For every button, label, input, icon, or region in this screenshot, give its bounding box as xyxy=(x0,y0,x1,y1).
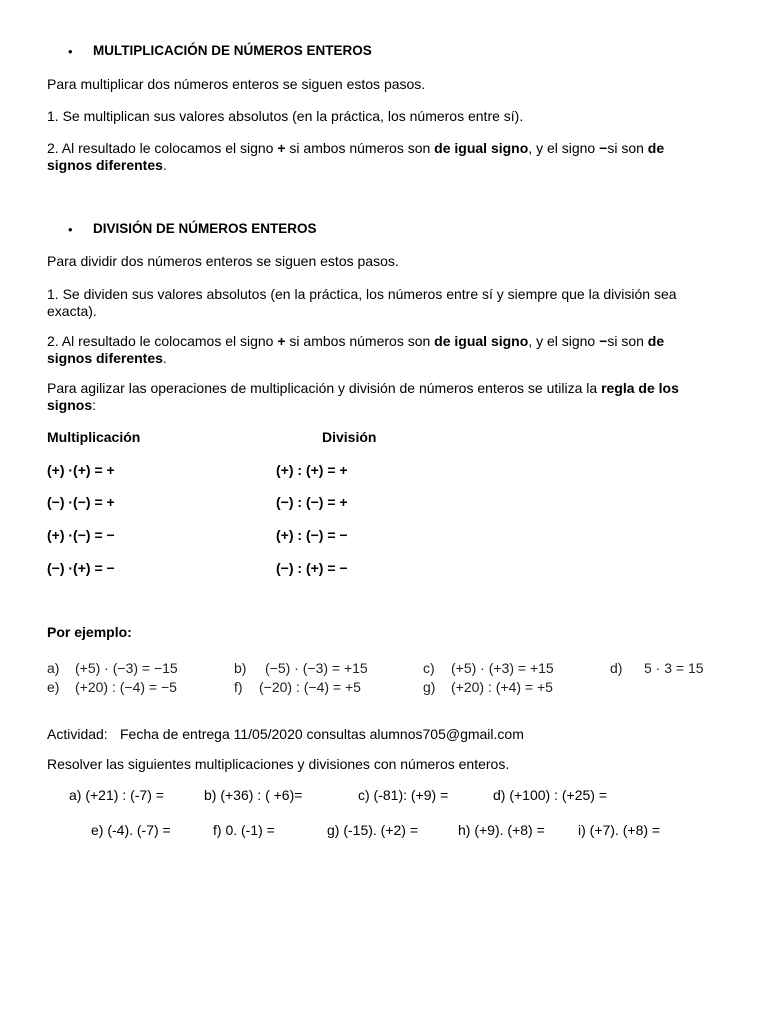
minus-sign: − xyxy=(599,140,608,156)
exercise-item: a) (+21) : (-7) = xyxy=(69,787,164,803)
example-expr: (+5) · (−3) = −15 xyxy=(75,660,178,676)
heading-multiplicacion: MULTIPLICACIÓN DE NÚMEROS ENTEROS xyxy=(93,43,372,58)
div-rule: (+) : (+) = + xyxy=(276,462,348,478)
example-expr: (+5) · (+3) = +15 xyxy=(451,660,554,676)
mult-step2-b: si ambos números son xyxy=(285,140,435,156)
exercise-item: c) (-81): (+9) = xyxy=(358,787,449,803)
mult-column-header: Multiplicación xyxy=(47,429,141,445)
div-step2-c: , y el signo xyxy=(528,333,600,349)
div-step2 xyxy=(47,333,707,367)
mult-intro: Para multiplicar dos números enteros se siguen estos pasos. xyxy=(47,76,426,92)
example-label: g) xyxy=(423,679,436,695)
exercise-item: h) (+9). (+8) = xyxy=(458,822,545,838)
mult-rule: (−) ·(−) = + xyxy=(47,494,115,510)
div-step1: 1. Se dividen sus valores absolutos (en la práctica, los números entre sí y siempre que la división sea exacta). xyxy=(47,286,677,319)
equal-sign-phrase: de igual signo xyxy=(434,333,529,349)
example-label: d) xyxy=(610,660,623,676)
exercise-item: b) (+36) : ( +6)= xyxy=(204,787,303,803)
mult-step2-d: si son xyxy=(607,140,648,156)
examples-heading: Por ejemplo: xyxy=(47,624,132,640)
mult-rule: (+) ·(−) = − xyxy=(47,527,115,543)
mult-step2-a: 2. Al resultado le colocamos el signo xyxy=(47,140,278,156)
example-expr: (+20) : (+4) = +5 xyxy=(451,679,553,695)
div-rule: (−) : (−) = + xyxy=(276,494,348,510)
exercise-item: e) (-4). (-7) = xyxy=(91,822,171,838)
mult-step2-c: , y el signo xyxy=(528,140,600,156)
minus-sign: − xyxy=(599,333,608,349)
example-label: c) xyxy=(423,660,435,676)
rule-paragraph xyxy=(47,380,697,414)
activity-instruction: Resolver las siguientes multiplicaciones y divisiones con números enteros. xyxy=(47,756,510,772)
heading-division: DIVISIÓN DE NÚMEROS ENTEROS xyxy=(93,221,317,236)
div-step2-e: . xyxy=(162,350,167,366)
mult-rule: (+) ·(+) = + xyxy=(47,462,115,478)
example-label: f) xyxy=(234,679,243,695)
bullet-icon: • xyxy=(68,44,73,59)
mult-rule: (−) ·(+) = − xyxy=(47,560,115,576)
rule-text-b: : xyxy=(92,397,97,413)
div-intro: Para dividir dos números enteros se siguen estos pasos. xyxy=(47,253,399,269)
diff-sign-phrase: de signos diferentes xyxy=(47,333,665,366)
mult-step1: 1. Se multiplican sus valores absolutos (en la práctica, los números entre sí). xyxy=(47,108,524,124)
exercise-item: i) (+7). (+8) = xyxy=(578,822,661,838)
example-expr: (+20) : (−4) = −5 xyxy=(75,679,177,695)
rule-text-a: Para agilizar las operaciones de multiplicación y división de números enteros se utiliza la xyxy=(47,380,602,396)
example-expr: (−20) : (−4) = +5 xyxy=(259,679,361,695)
mult-step2-e: . xyxy=(162,157,167,173)
diff-sign-phrase: de signos diferentes xyxy=(47,140,665,173)
div-rule: (+) : (−) = − xyxy=(276,527,348,543)
exercise-item: g) (-15). (+2) = xyxy=(327,822,419,838)
equal-sign-phrase: de igual signo xyxy=(434,140,529,156)
div-step2-a: 2. Al resultado le colocamos el signo xyxy=(47,333,278,349)
exercise-item: d) (+100) : (+25) = xyxy=(493,787,608,803)
example-label: b) xyxy=(234,660,247,676)
example-expr: (−5) · (−3) = +15 xyxy=(265,660,368,676)
activity-info: Fecha de entrega 11/05/2020 consultas alumnos705@gmail.com xyxy=(120,726,524,742)
div-step2-d: si son xyxy=(607,333,648,349)
exercise-item: f) 0. (-1) = xyxy=(213,822,275,838)
mult-step2 xyxy=(47,140,707,174)
div-step2-b: si ambos números son xyxy=(285,333,435,349)
example-expr: 5 · 3 = 15 xyxy=(644,660,704,676)
div-rule: (−) : (+) = − xyxy=(276,560,348,576)
example-label: a) xyxy=(47,660,60,676)
plus-sign: + xyxy=(277,140,286,156)
plus-sign: + xyxy=(277,333,286,349)
example-label: e) xyxy=(47,679,60,695)
div-column-header: División xyxy=(322,429,377,445)
activity-label: Actividad: xyxy=(47,726,108,742)
rule-bold: regla de los signos xyxy=(47,380,679,413)
bullet-icon: • xyxy=(68,222,73,237)
